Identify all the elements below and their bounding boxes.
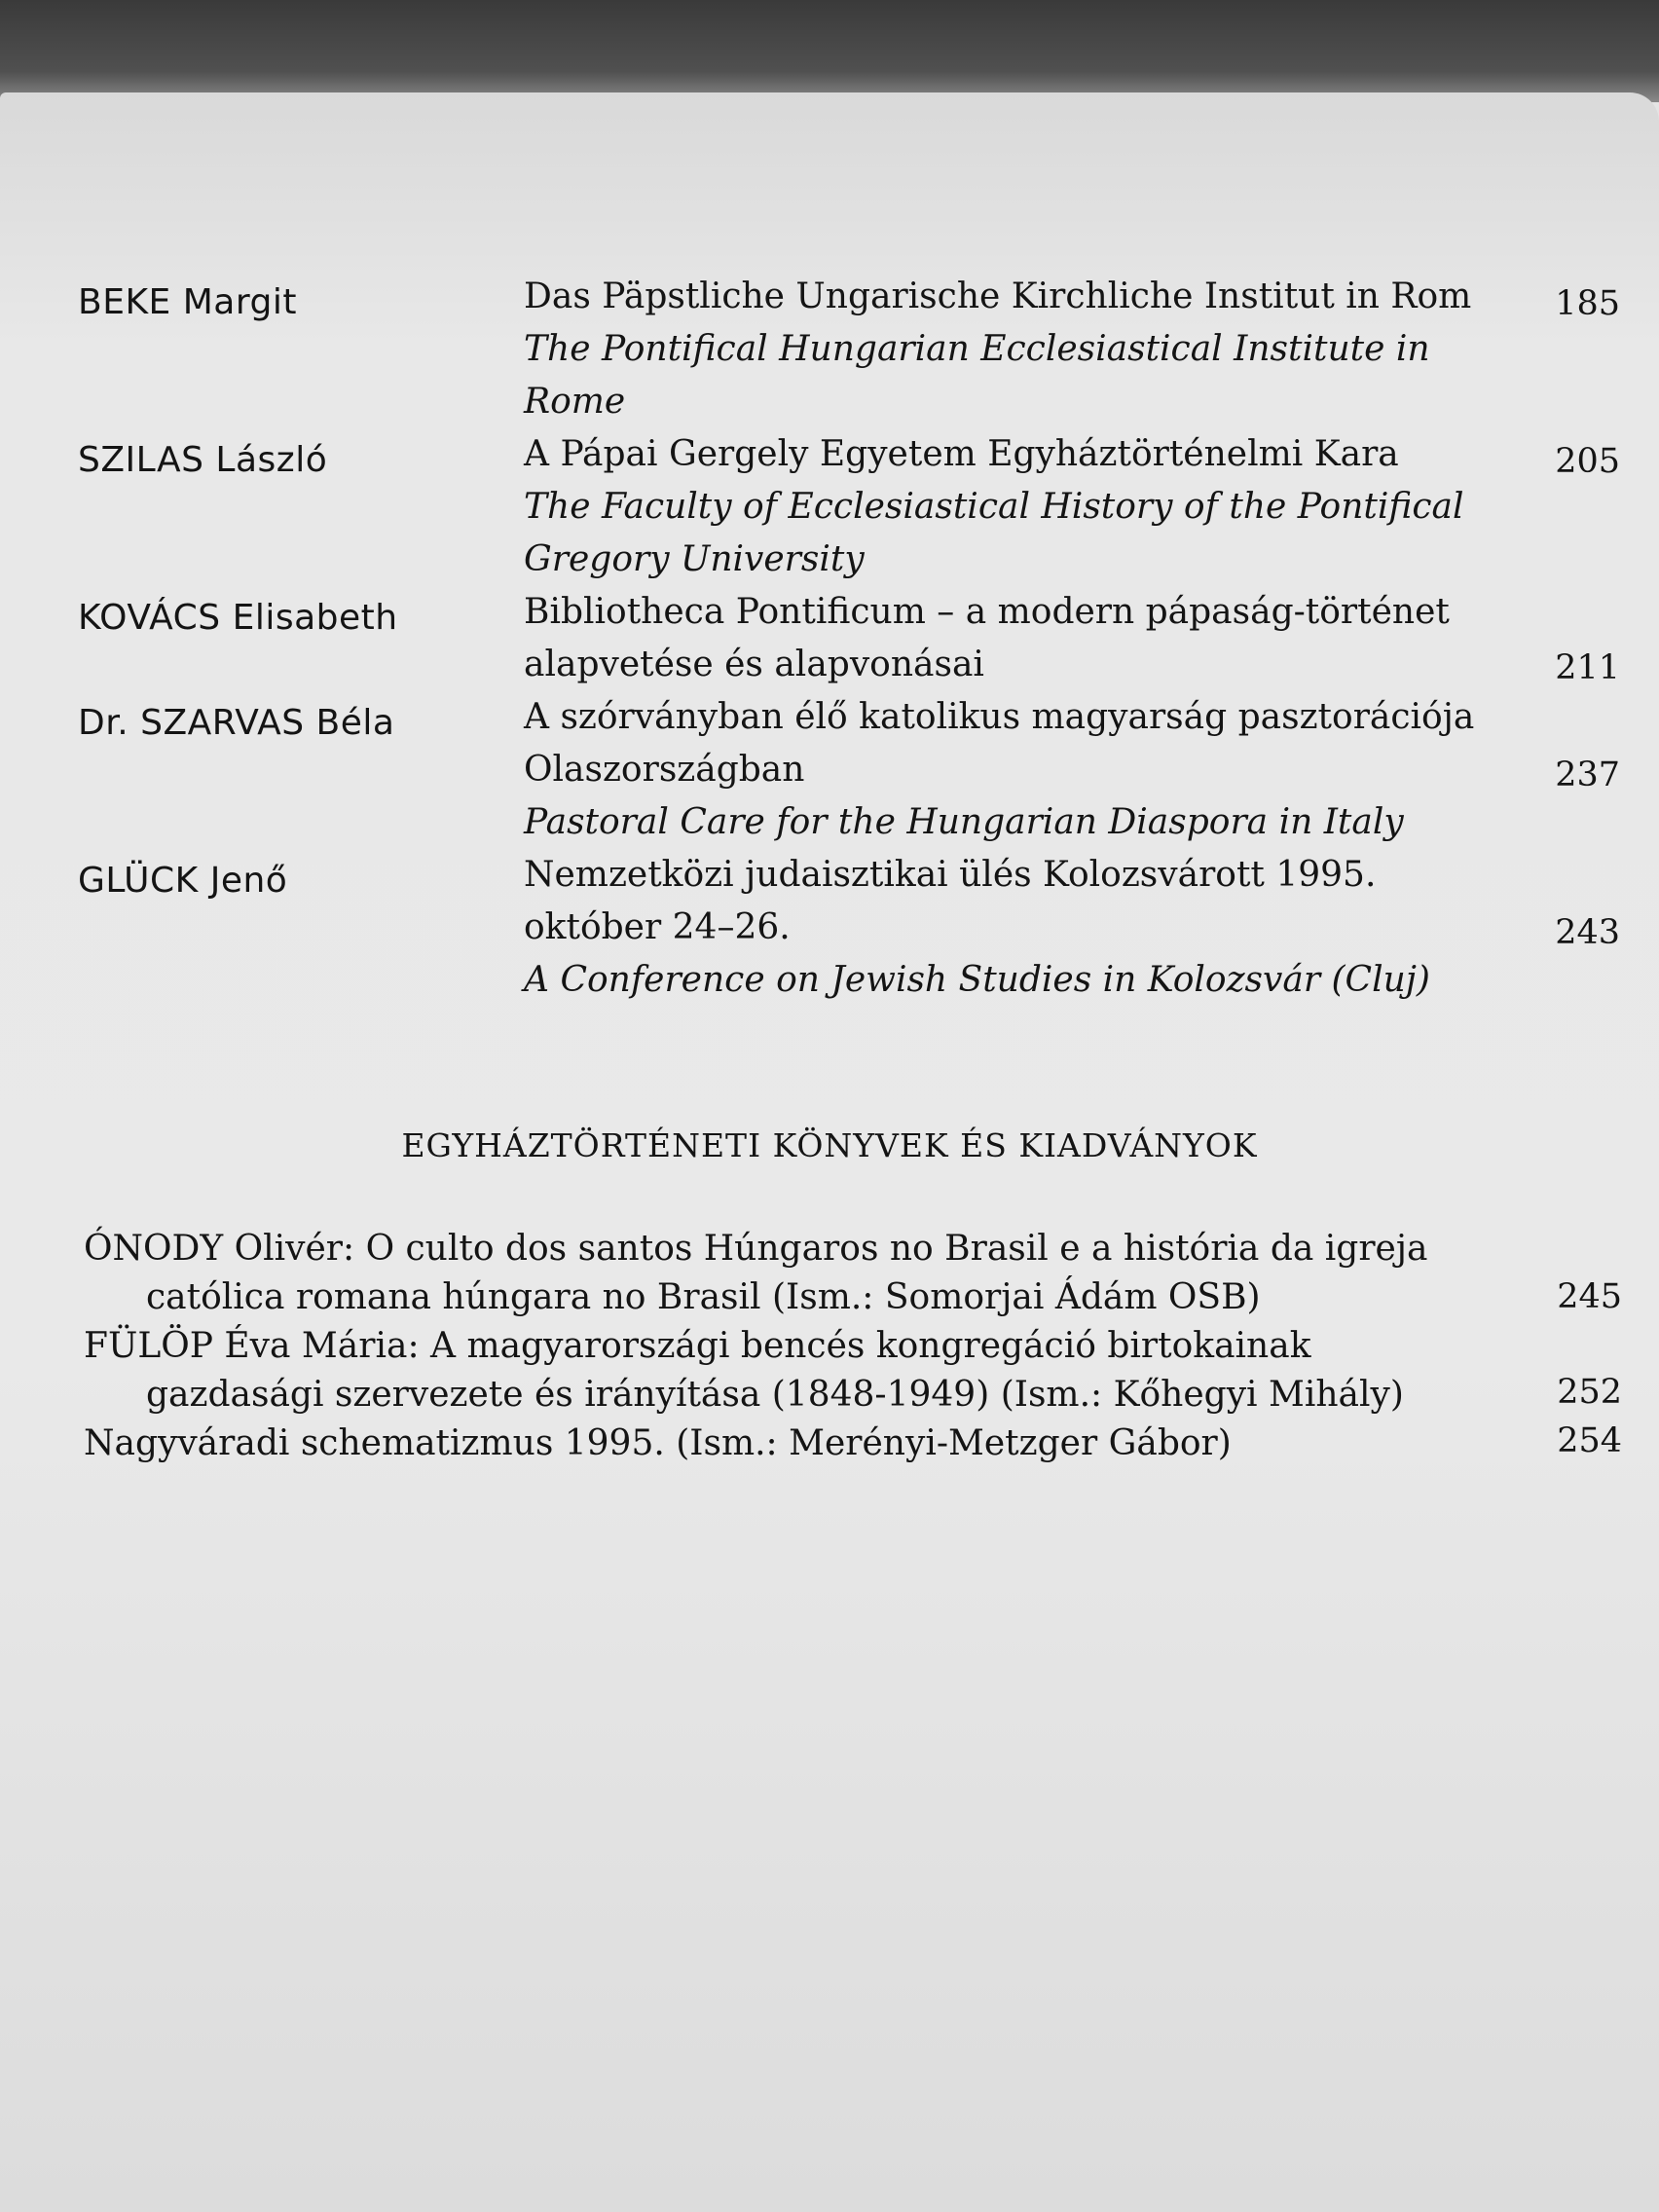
book-entry-line: ÓNODY Olivér: O culto dos santos Húngaros no Brasil e a história da igreja [84, 1229, 1428, 1269]
entry-title: október 24–26. [524, 907, 791, 947]
entry-author: GLÜCK Jenő [78, 861, 288, 901]
entry-author: Dr. SZARVAS Béla [78, 703, 395, 743]
entry-page-number: 243 [1555, 913, 1620, 952]
entry-page-number: 205 [1555, 442, 1620, 481]
entry-author: SZILAS László [78, 440, 328, 480]
entry-title-translation: The Faculty of Ecclesiastical History of the Pontifical [524, 487, 1464, 527]
book-entry-line: Nagyváradi schematizmus 1995. (Ism.: Merényi-Metzger Gábor) [84, 1423, 1232, 1463]
entry-title: Das Päpstliche Ungarische Kirchliche Institut in Rom [524, 276, 1472, 316]
entry-author: BEKE Margit [78, 282, 297, 322]
book-entry-line: católica romana húngara no Brasil (Ism.: Somorjai Ádám OSB) [146, 1277, 1261, 1317]
entry-title: Olaszországban [524, 750, 805, 790]
section-heading: EGYHÁZTÖRTÉNETI KÖNYVEK ÉS KIADVÁNYOK [401, 1126, 1258, 1164]
entry-title: Bibliotheca Pontificum – a modern pápaság-történet [524, 592, 1450, 632]
entry-title: A szórványban élő katolikus magyarság pasztorációja [524, 697, 1475, 737]
entry-title-translation: Rome [524, 382, 626, 422]
entry-title-translation: Pastoral Care for the Hungarian Diaspora in Italy [524, 802, 1404, 842]
book-entry-line: gazdasági szervezete és irányítása (1848-1949) (Ism.: Kőhegyi Mihály) [146, 1375, 1404, 1415]
book-page-number: 245 [1557, 1277, 1622, 1316]
entry-title: A Pápai Gergely Egyetem Egyháztörténelmi Kara [524, 434, 1399, 474]
entry-page-number: 211 [1555, 648, 1620, 687]
entry-title: alapvetése és alapvonásai [524, 645, 984, 684]
entry-title-translation: Gregory University [524, 539, 865, 579]
entry-page-number: 237 [1555, 756, 1620, 794]
book-entry-line: FÜLÖP Éva Mária: A magyarországi bencés kongregáció birtokainak [84, 1326, 1311, 1366]
book-page-number: 254 [1557, 1421, 1622, 1460]
entry-author: KOVÁCS Elisabeth [78, 598, 398, 638]
entry-title: Nemzetközi judaisztikai ülés Kolozsvárott 1995. [524, 855, 1377, 895]
scanner-background [0, 0, 1659, 102]
entry-page-number: 185 [1555, 284, 1620, 323]
book-page-number: 252 [1557, 1373, 1622, 1412]
entry-title-translation: The Pontifical Hungarian Ecclesiastical Institute in [524, 329, 1430, 369]
entry-title-translation: A Conference on Jewish Studies in Kolozsvár (Cluj) [524, 960, 1430, 1000]
